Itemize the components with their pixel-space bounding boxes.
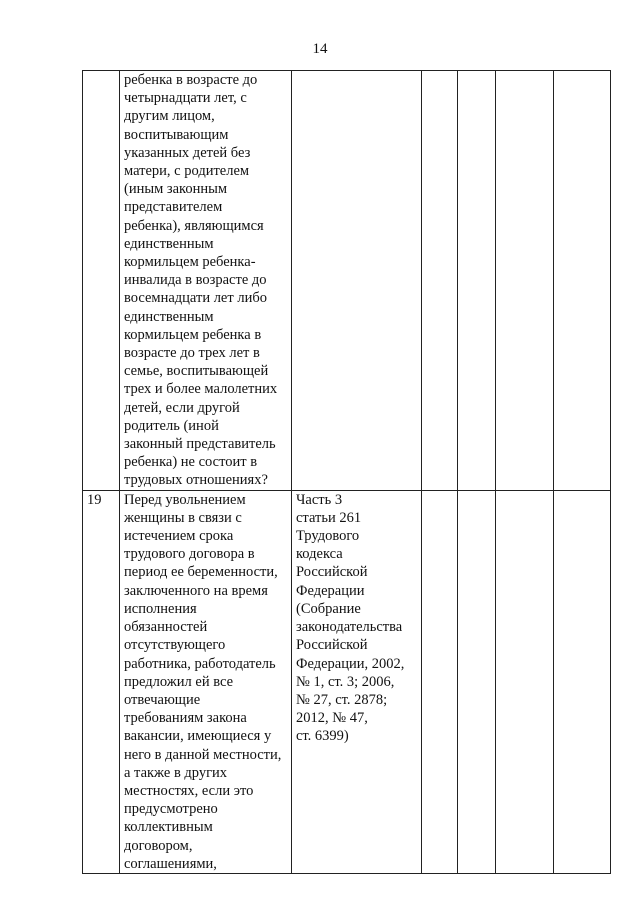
- table-row: [83, 71, 611, 491]
- legal-reference-text: Часть 3 статьи 261 Трудового кодекса Российской Федерации (Собрание законодательства Российской Федерации, 2002, № 1, ст. 3; 2006, № 27, ст. 2878; 2012, № 47, ст. 6399): [296, 491, 405, 745]
- answer-yes-cell: [422, 490, 458, 873]
- question-cell: [120, 71, 292, 491]
- legal-reference-cell: [292, 71, 422, 491]
- legal-reference-cell: [292, 490, 422, 873]
- question-text: Перед увольнением женщины в связи с истечением срока трудового договора в период ее беременности, заключенного на время исполнения обязанностей отсутствующего работника, работодатель предложил ей все отвечающие требованиям закона вакансии, имеющиеся у него в данной местности, а также в других местностях, если это предусмотрено коллективным договором, соглашениями,: [124, 491, 282, 872]
- note-cell: [554, 490, 611, 873]
- answer-no-cell: [458, 71, 496, 491]
- table-row: [83, 490, 611, 873]
- checklist-table: [82, 70, 611, 874]
- row-number: 19: [87, 491, 102, 508]
- answer-yes-cell: [422, 71, 458, 491]
- row-number-cell: [83, 490, 120, 873]
- row-number-cell: [83, 71, 120, 491]
- answer-no-cell: [458, 490, 496, 873]
- note-cell: [554, 71, 611, 491]
- answer-na-cell: [496, 490, 554, 873]
- page-number: 14: [312, 41, 328, 57]
- question-text: ребенка в возрасте до четырнадцати лет, с другим лицом, воспитывающим указанных детей без матери, с родителем (иным законным представителем ребенка), являющимся единственным кормильцем ребенка- инвалида в возрасте до восемнадцати лет либо единственным кормильцем ребенка в возрасте до трех лет в семье, воспитывающей трех и более малолетних детей, если другой родитель (иной законный представитель ребенка) не состоит в трудовых отношениях?: [124, 72, 278, 489]
- question-cell: [120, 490, 292, 873]
- answer-na-cell: [496, 71, 554, 491]
